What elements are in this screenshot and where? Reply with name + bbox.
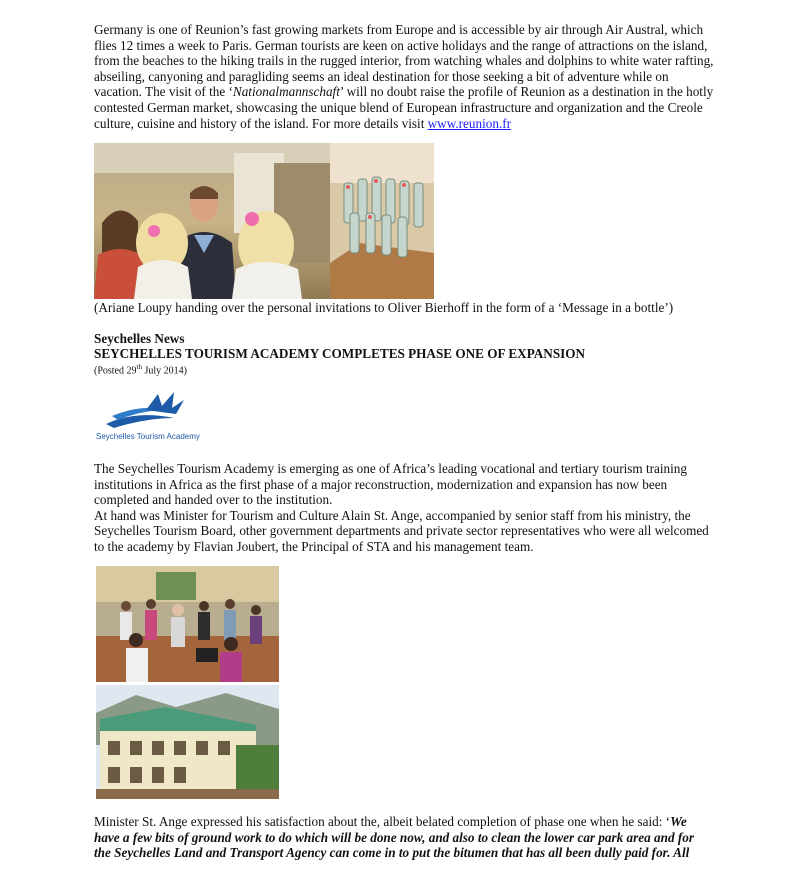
reunion-link[interactable]: www.reunion.fr: [427, 115, 512, 131]
closing-paragraph: [94, 814, 714, 861]
intro-italic-word: Nationalmannschaft: [232, 84, 340, 100]
closing-section: [94, 814, 714, 861]
intro-text-start: Germany is one of Reunion’s fast growing markets from Europe and is accessible by air through Air Austral, which flies 12 times a week to Paris. German tourists are keen on active holidays and the range of attractions on the island, from the beaches to the hiking trails in the rugged interior, from watching whales and dolphins to white water rafting, abseiling, canyoning and paragliding seems an ideal destination for those seeking a bit of adventure while on vacation. The visit of the ‘: [94, 22, 714, 100]
handover-photo-people: [94, 143, 330, 299]
body-paragraph-2: At hand was Minister for Tourism and Culture Alain St. Ange, accompanied by senior staff from his ministry, the Seychelles Tourism Board, other government departments and private sector representatives who were all welcomed to the academy by Flavian Joubert, the Principal of STA and his management team.: [94, 507, 709, 554]
photo-caption: (Ariane Loupy handing over the personal invitations to Oliver Bierhoff in the form of a ‘Message in a bottle’): [94, 300, 674, 315]
bird-logo-icon: [96, 388, 206, 432]
posted-date-prefix: (Posted 29: [94, 365, 137, 377]
article-headline: SEYCHELLES TOURISM ACADEMY COMPLETES PHASE ONE OF EXPANSION: [94, 346, 586, 361]
logo-text: Seychelles Tourism Academy: [96, 432, 200, 441]
posted-date-sup: th: [136, 363, 142, 371]
body-paragraph-1: The Seychelles Tourism Academy is emerging as one of Africa’s leading vocational and tertiary tourism training institutions in Africa as the first phase of a major reconstruction, modernization and expansion has now been completed and handed over to the institution.: [94, 461, 687, 508]
intro-paragraph: [94, 22, 714, 131]
seychelles-tourism-academy-logo: [96, 388, 216, 446]
message-bottles-photo: [330, 143, 434, 299]
article-body: [94, 461, 714, 555]
posted-date: [94, 361, 714, 377]
closing-text: Minister St. Ange expressed his satisfaction about the, albeit belated completion of phase one when he said: ‘: [94, 814, 671, 829]
seychelles-section-header: [94, 331, 714, 377]
academy-building-photo: [96, 685, 279, 799]
section-label: Seychelles News: [94, 331, 185, 346]
minister-quote: We have a few bits of ground work to do which will be done now, and also to clean the lower car park area and for the Seychelles Land and Transport Agency can come in to put the bitumen that has all been dully paid for. All: [94, 814, 694, 861]
group-photo: [96, 566, 279, 682]
handover-photo: [94, 143, 434, 299]
posted-date-suffix: July 2014): [141, 365, 187, 377]
intro-text-end: ’ will no doubt raise the profile of Reunion as a destination in the hotly contested German market, showcasing the unique blend of European infrastructure and organization and the Creole culture, cuisine and history of the island. For more details visit: [94, 84, 714, 131]
intro-section: [94, 22, 714, 131]
